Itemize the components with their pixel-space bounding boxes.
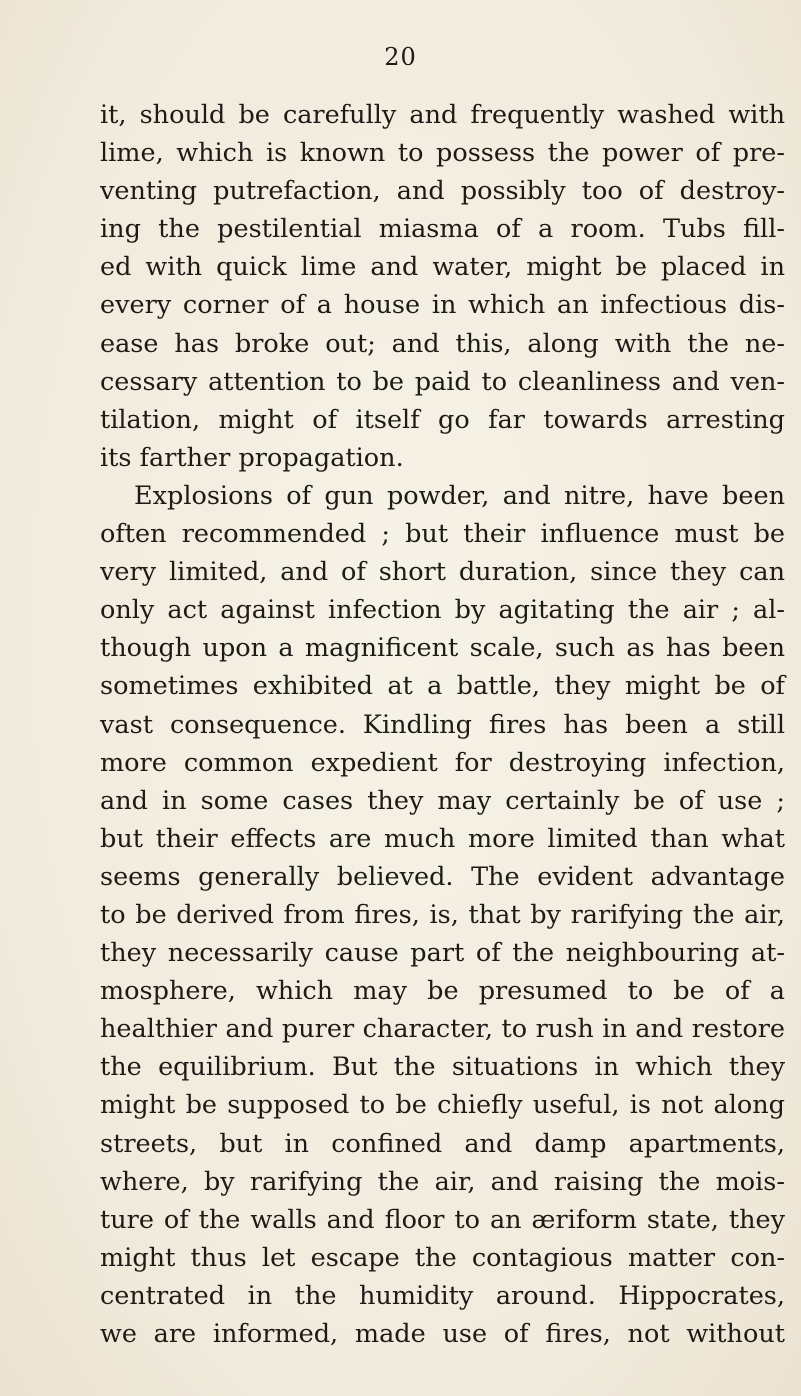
text-line: more common expedient for destroying infection, — [100, 747, 785, 778]
text-line: they necessarily cause part of the neighbouring at- — [100, 938, 785, 969]
text-line: cessary attention to be paid to cleanliness and ven- — [100, 366, 785, 397]
paragraph-start-line: Explosions of gun powder, and nitre, have been — [134, 480, 785, 511]
text-line: seems generally believed. The evident advantage — [100, 861, 785, 892]
text-line: mosphere, which may be presumed to be of a — [100, 976, 785, 1007]
text-line: its farther propagation. — [100, 442, 404, 473]
text-line: only act against infection by agitating the air ; al- — [100, 595, 785, 626]
text-line: every corner of a house in which an infectious dis- — [100, 290, 785, 321]
page-number: 20 — [384, 43, 417, 71]
text-line: though upon a magnificent scale, such as has been — [100, 633, 785, 664]
text-line: and in some cases they may certainly be of use ; — [100, 785, 785, 816]
text-line: healthier and purer character, to rush in and restore — [100, 1014, 785, 1045]
text-line: lime, which is known to possess the power of pre- — [100, 138, 785, 169]
text-line: the equilibrium. But the situations in which they — [100, 1052, 785, 1083]
text-line: to be derived from fires, is, that by rarifying the air, — [100, 899, 785, 930]
text-line: sometimes exhibited at a battle, they might be of — [100, 671, 785, 702]
text-line: often recommended ; but their influence must be — [100, 519, 785, 550]
text-line: ing the pestilential miasma of a room. Tubs fill- — [100, 214, 785, 245]
text-line: very limited, and of short duration, since they can — [100, 557, 785, 588]
text-line: centrated in the humidity around. Hippocrates, — [100, 1280, 785, 1311]
text-line: might thus let escape the contagious matter con- — [100, 1242, 785, 1273]
text-line: ease has broke out; and this, along with the ne- — [100, 328, 785, 359]
text-line: but their effects are much more limited than what — [100, 823, 785, 854]
text-line: we are informed, made use of fires, not without — [100, 1319, 785, 1349]
text-line: where, by rarifying the air, and raising the mois- — [100, 1166, 785, 1197]
text-line: vast consequence. Kindling fires has been a still — [100, 709, 785, 740]
text-line: ture of the walls and floor to an æriform state, they — [100, 1204, 785, 1235]
text-line: ed with quick lime and water, might be placed in — [100, 252, 785, 283]
text-line: might be supposed to be chiefly useful, is not along — [100, 1090, 785, 1121]
text-line: streets, but in confined and damp apartments, — [100, 1128, 785, 1159]
body-text — [100, 96, 785, 1353]
text-line: tilation, might of itself go far towards arresting — [100, 404, 785, 435]
text-line: it, should be carefully and frequently washed with — [100, 100, 785, 130]
text-line: venting putrefaction, and possibly too of destroy- — [100, 176, 785, 207]
